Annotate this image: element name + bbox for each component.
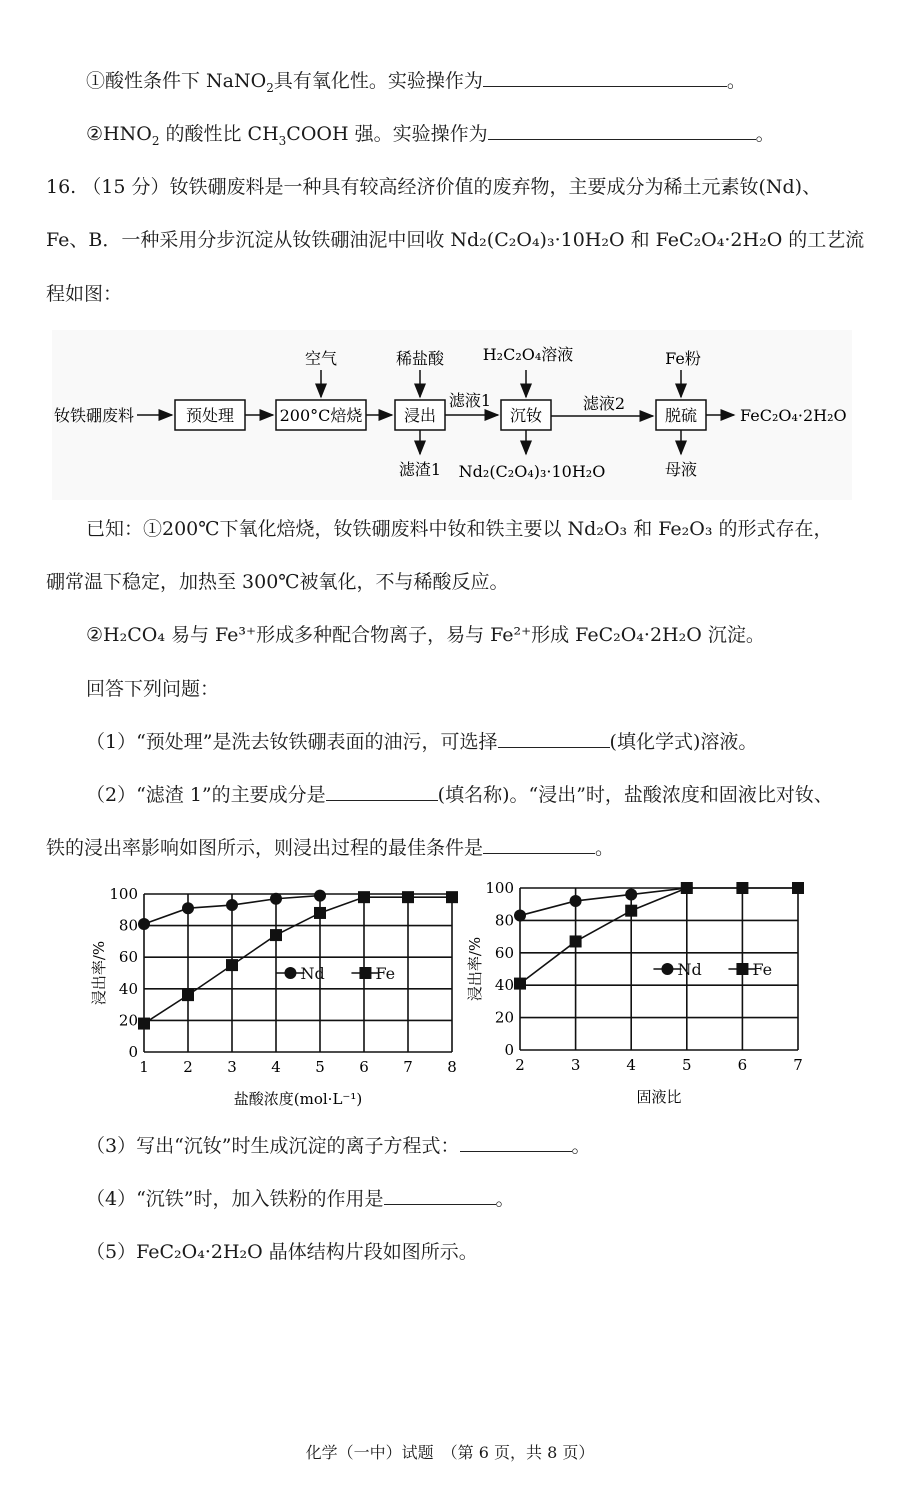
data-point-fe bbox=[792, 882, 804, 894]
legend-marker-nd bbox=[661, 963, 673, 975]
data-point-fe bbox=[314, 907, 326, 919]
x-tick-label: 2 bbox=[183, 1058, 193, 1076]
x-tick-label: 5 bbox=[682, 1056, 692, 1074]
step-leach-label: 浸出 bbox=[403, 406, 437, 425]
data-point-nd bbox=[514, 910, 526, 922]
x-tick-label: 3 bbox=[227, 1058, 237, 1076]
data-point-nd bbox=[138, 918, 150, 930]
answer-blank[interactable] bbox=[483, 68, 727, 87]
page-footer: 化学（一中）试题 （第 6 页，共 8 页） bbox=[305, 1443, 595, 1462]
x-tick-label: 3 bbox=[570, 1056, 581, 1074]
answer-blank[interactable] bbox=[488, 121, 756, 140]
series-line-fe bbox=[144, 897, 452, 1023]
input-air-label: 空气 bbox=[304, 349, 338, 368]
data-point-nd bbox=[314, 890, 326, 902]
step-desulf-label: 脱硫 bbox=[664, 406, 698, 425]
legend-marker-fe bbox=[736, 963, 748, 975]
x-axis-label: 固液比 bbox=[636, 1088, 682, 1106]
filtrate1-label: 滤液1 bbox=[448, 391, 492, 410]
question-1: （1）“预处理”是洗去钕铁硼表面的油污，可选择 (填化学式)溶液。 bbox=[86, 731, 758, 753]
flow-start-label: 钕铁硼废料 bbox=[54, 406, 135, 425]
data-point-fe bbox=[270, 929, 282, 941]
answer-blank[interactable] bbox=[384, 1186, 496, 1205]
x-tick-label: 2 bbox=[515, 1056, 525, 1074]
question-4: （4）“沉铁”时，加入铁粉的作用是 。 bbox=[86, 1188, 515, 1210]
data-point-fe bbox=[402, 891, 414, 903]
x-tick-label: 6 bbox=[359, 1058, 369, 1076]
question-3: （3）写出“沉钕”时生成沉淀的离子方程式： 。 bbox=[86, 1135, 591, 1157]
y-tick-label: 100 bbox=[109, 885, 138, 903]
q16-stem-line3: 程如图： bbox=[46, 283, 123, 305]
legend-label: Nd bbox=[677, 960, 702, 979]
legend-label: Fe bbox=[375, 964, 396, 983]
nd-product-label: Nd₂(C₂O₄)₃·10H₂O bbox=[458, 462, 606, 481]
y-tick-label: 20 bbox=[494, 1008, 514, 1027]
residue1-label: 滤渣1 bbox=[398, 460, 442, 479]
process-flowchart bbox=[52, 330, 852, 500]
input-oxalic-label: H₂C₂O₄溶液 bbox=[482, 345, 574, 364]
data-point-nd bbox=[182, 902, 194, 914]
data-point-fe bbox=[570, 935, 582, 947]
x-axis-label: 盐酸浓度(mol·L⁻¹) bbox=[233, 1090, 363, 1108]
data-point-fe bbox=[514, 978, 526, 990]
y-tick-label: 80 bbox=[494, 911, 514, 930]
known-line4: 回答下列问题： bbox=[86, 678, 220, 700]
input-hcl-label: 稀盐酸 bbox=[395, 349, 445, 368]
y-tick-label: 40 bbox=[494, 976, 514, 995]
data-point-nd bbox=[625, 888, 637, 900]
q16-stem-line2: Fe、B．一种采用分步沉淀从钕铁硼油泥中回收 Nd₂(C₂O₄)₃·10H₂O 和 FeC₂O₄·2H₂O 的工艺流 bbox=[46, 229, 865, 251]
leach-rate-vs-solid-liquid-chart bbox=[464, 872, 824, 1116]
data-point-fe bbox=[358, 891, 370, 903]
input-fe-label: Fe粉 bbox=[665, 349, 701, 368]
y-tick-label: 100 bbox=[485, 879, 514, 897]
data-point-fe bbox=[736, 882, 748, 894]
q16-stem-line1: 16. （15 分）钕铁硼废料是一种具有较高经济价值的废弃物，主要成分为稀土元素钕(Nd)、 bbox=[46, 176, 822, 198]
y-tick-label: 0 bbox=[504, 1041, 514, 1059]
data-point-fe bbox=[138, 1018, 150, 1030]
series-line-nd bbox=[520, 888, 687, 916]
filtrate2-label: 滤液2 bbox=[582, 394, 626, 413]
x-tick-label: 1 bbox=[139, 1058, 149, 1076]
leach-rate-vs-hcl-chart bbox=[88, 876, 468, 1116]
x-tick-label: 8 bbox=[447, 1058, 457, 1076]
x-tick-label: 4 bbox=[626, 1056, 636, 1074]
x-tick-label: 7 bbox=[403, 1058, 413, 1076]
step-precip-label: 沉钕 bbox=[509, 406, 543, 425]
legend-label: Fe bbox=[752, 960, 773, 979]
data-point-nd bbox=[570, 895, 582, 907]
x-tick-label: 5 bbox=[315, 1058, 325, 1076]
data-point-nd bbox=[226, 899, 238, 911]
question-2-cont: 铁的浸出率影响如图所示，则浸出过程的最佳条件是 。 bbox=[46, 837, 615, 859]
y-tick-label: 20 bbox=[118, 1011, 138, 1030]
y-tick-label: 60 bbox=[494, 943, 514, 962]
data-point-fe bbox=[182, 989, 194, 1001]
step-roast-label: 200°C焙烧 bbox=[279, 406, 363, 425]
y-axis-label: 浸出率/% bbox=[90, 940, 108, 1006]
y-tick-label: 80 bbox=[118, 916, 138, 935]
data-point-nd bbox=[270, 893, 282, 905]
data-point-fe bbox=[625, 905, 637, 917]
question-5: （5）FeC₂O₄·2H₂O 晶体结构片段如图所示。 bbox=[86, 1241, 478, 1263]
legend-marker-fe bbox=[359, 967, 371, 979]
data-point-fe bbox=[681, 882, 693, 894]
question-2: （2）“滤渣 1”的主要成分是 (填名称)。“浸出”时，盐酸浓度和固液比对钕、 bbox=[86, 784, 833, 806]
q15-part2: $②HNO_2$ 的酸性比 $CH_3COOH$ 强。实验操作为 。 bbox=[86, 123, 775, 148]
q15-part1: ①酸性条件下 NaNO$_2$具有氧化性。实验操作为 。 bbox=[86, 70, 746, 95]
y-tick-label: 0 bbox=[128, 1043, 138, 1061]
answer-blank[interactable] bbox=[460, 1133, 572, 1152]
mother-liquor-label: 母液 bbox=[664, 460, 698, 479]
data-point-fe bbox=[446, 891, 458, 903]
answer-blank[interactable] bbox=[498, 729, 610, 748]
legend-marker-nd bbox=[284, 967, 296, 979]
known-line3: ②H₂CO₄ 易与 Fe³⁺形成多种配合物离子，易与 Fe²⁺形成 FeC₂O₄·2H₂O 沉淀。 bbox=[86, 624, 765, 646]
x-tick-label: 7 bbox=[793, 1056, 803, 1074]
y-axis-label: 浸出率/% bbox=[466, 936, 484, 1002]
data-point-fe bbox=[226, 959, 238, 971]
x-tick-label: 6 bbox=[737, 1056, 748, 1074]
fe-product-label: FeC₂O₄·2H₂O bbox=[740, 406, 847, 425]
answer-blank[interactable] bbox=[326, 782, 438, 801]
known-line1: 已知：①200℃下氧化焙烧，钕铁硼废料中钕和铁主要以 Nd₂O₃ 和 Fe₂O₃ 的形式存在， bbox=[86, 518, 833, 540]
legend-label: Nd bbox=[300, 964, 325, 983]
answer-blank[interactable] bbox=[483, 835, 595, 854]
y-tick-label: 40 bbox=[118, 979, 138, 998]
y-tick-label: 60 bbox=[118, 948, 138, 967]
known-line2: 硼常温下稳定，加热至 300℃被氧化，不与稀酸反应。 bbox=[46, 571, 509, 593]
step-pretreat-label: 预处理 bbox=[185, 406, 235, 425]
x-tick-label: 4 bbox=[271, 1058, 281, 1076]
